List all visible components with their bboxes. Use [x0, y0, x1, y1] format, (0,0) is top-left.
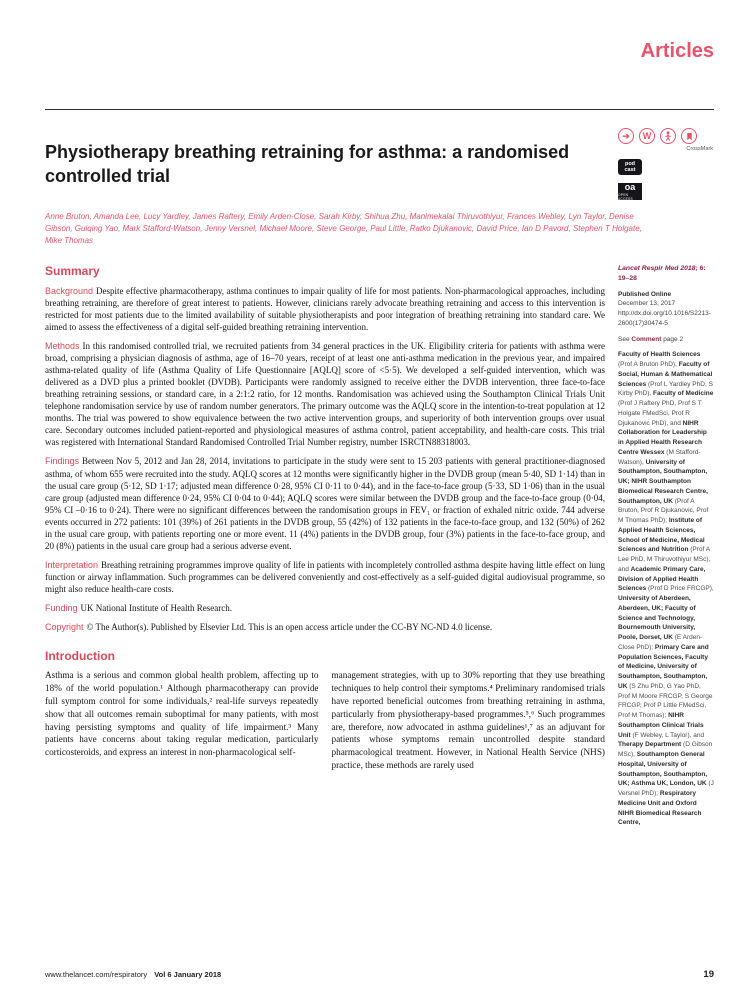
published-date: December 13, 2017	[618, 300, 676, 308]
summary-background-label: Background	[45, 285, 94, 296]
introduction-column-right: management strategies, with up to 30% reporting that they use breathing techniques to help control their symptoms.⁴ Preliminary randomised trials have reported beneficial outcomes from breathing retraining in asthma, particularly from physiotherapy-based programmes.⁵,⁶ Such programmes are, therefore, now advocated in asthma guidelines¹,⁷ as an adjuvant for patients whose symptoms remain uncontrolled despite standard pharmacological treatment. However, in National Health Service (NHS) practice, these methods are rarely used	[331, 670, 605, 771]
summary-funding-text: UK National Institute of Health Research.	[80, 602, 232, 613]
summary-funding	[45, 602, 605, 614]
summary-background-text: Despite effective pharmacotherapy, asthma continues to impair quality of life for most patients. Non-pharmacological approaches, including breathing retraining, are therefore of great interest to patients. However, clinicians rarely advocate breathing retraining and access to this intervention is restricted for most patients due to the limited availability of suitable physiotherapists and poor integration of breathing retraining into standard care. We aimed to assess the effectiveness of a digital self-guided breathing retraining intervention.	[45, 285, 605, 332]
open-access-label: oa	[624, 181, 636, 192]
summary-findings	[45, 455, 605, 551]
introduction-column-left: Asthma is a serious and common global health problem, affecting up to 18% of the world population.¹ Although pharmacotherapy can provide full symptom control for some individuals,² real-life surveys repeatedly show that all outcomes remain suboptimal for many patients, with most having persisting symptoms and quality of life impairment.³ Many patients have concerns about taking regular medication, particularly corticosteroids, and express an interest in non-pharmacological self-	[45, 670, 319, 758]
see-comment-link[interactable]: Comment	[631, 335, 662, 343]
margin-sidebar	[618, 264, 714, 828]
affiliations-block: Faculty of Health Sciences (Prof A Bruton PhD), Faculty of Social, Human & Mathematical Sciences (Prof L Yardley PhD, S Kirby PhD), Faculty of Medicine (Prof J Raftery PhD, Prof S T Holgate FMedSci, Prof R Djukanovic PhD), and NIHR Collaboration for Leadership in Applied Health Research Centre Wessex (M Stafford-Watson), University of Southampton, Southampton, UK; NIHR Southampton Biomedical Research Centre, Southampton, UK (Prof A Bruton, Prof R Djukanovic, Prof M Thomas PhD); Institute of Applied Health Sciences, School of Medicine, Medical Sciences and Nutrition (Prof A Lee PhD, M Thiruvothiyur MSc), and Academic Primary Care, Division of Applied Health Sciences (Prof D Price FRCGP), University of Aberdeen, Aberdeen, UK; Faculty of Science and Technology, Bournemouth University, Poole, Dorset, UK (E Arden-Close PhD); Primary Care and Population Sciences, Faculty of Medicine, University of Southampton, Southampton, UK (S Zhu PhD, G Yao PhD, Prof M Moore FRCGP, S George FRCGP, Prof P Little FMedSci, Prof M Thomas); NIHR Southampton Clinical Trials Unit (F Webley, L Taylor), and Therapy Department (D Gibson MSc), Southampton General Hospital, University of Southampton, Southampton, UK; Asthma UK, London, UK (J Versnel PhD); Respiratory Medicine Unit and Oxford NIHR Biomedical Research Centre,	[618, 351, 714, 827]
badge-icon-row	[618, 128, 697, 144]
section-kicker: Articles	[640, 40, 714, 62]
summary-funding-label: Funding	[45, 602, 78, 613]
introduction-columns	[45, 669, 605, 772]
citation-pages: 6: 19–28	[618, 264, 706, 282]
summary-interpretation-text: Breathing retraining programmes improve quality of life in patients with incompletely controlled asthma despite having little effect on lung function or airway inflammation. Such programmes can be delivered conveniently and cost-effectively as a self-guided digital audiovisual programme, so might also reduce health-care costs.	[45, 559, 605, 594]
footer-issue: Vol 6 January 2018	[154, 970, 222, 979]
page-footer	[45, 969, 714, 980]
open-access-sublabel: OPEN ACCESS	[618, 192, 633, 201]
summary-findings-text: Between Nov 5, 2012 and Jan 28, 2014, invitations to participate in the study were sent to 15 203 patients with general practitioner-diagnosed asthma, of whom 655 were recruited into the study. AQLQ scores at 12 months were significantly higher in the DVDB group (mean 5·40, SD 1·14) than in the usual care group (5·12, SD 1·17; adjusted mean difference 0·28, 95% CI 0·11 to 0·44), and in the face-to-face group (5·33, SD 1·06) than in the usual care group (adjusted mean difference 0·24, 95% CI 0·04 to 0·44); AQLQ scores were similar between the DVDB group and the face-to-face group (0·04, 95% CI –0·16 to 0·24). There were no significant differences between the randomisation groups in FEV₁ or fraction of exhaled nitric oxide. 744 adverse events occurred in 272 patients: 101 (39%) of 261 patients in the DVDB group, 55 (42%) of 132 patients in the face-to-face group, and 132 (50%) of 262 in the usual care group, with patients reporting one or more event. 11 (4%) patients in the DVDB group, four (3%) patients in the face-to-face group, and 20 (8%) patients in the usual care group had a serious adverse event.	[45, 456, 605, 551]
podcast-label-bottom: cast	[624, 167, 636, 173]
title-row	[45, 128, 714, 201]
summary-background	[45, 285, 605, 333]
person-figure-icon[interactable]	[660, 128, 676, 144]
footer-site: www.thelancet.com/respiratory	[45, 970, 148, 979]
author-list: Anne Bruton, Amanda Lee, Lucy Yardley, James Raftery, Emily Arden-Close, Sarah Kirby, Shihua Zhu, Manimekalai Thiruvothiyur, Frances Webley, Lyn Taylor, Denise Gibson, Guiqing Yao, Mark Stafford-Watson, Jenny Versnel, Michael Moore, Steve George, Paul Little, Ratko Djukanovic, David Price, Ian D Pavord, Stephen T Holgate, Mike Thomas	[45, 211, 642, 246]
see-comment-post: page 2	[663, 335, 684, 343]
doi-link[interactable]: http://dx.doi.org/10.1016/S2213-2600(17)30474-5	[618, 310, 711, 327]
badge-column	[610, 128, 714, 201]
summary-copyright	[45, 621, 605, 633]
article-title: Physiotherapy breathing retraining for asthma: a randomised controlled trial	[45, 142, 570, 187]
wellcome-w-icon[interactable]: W	[639, 128, 655, 144]
footer-left	[45, 970, 221, 979]
open-access-badge[interactable]	[618, 183, 642, 200]
header-rule	[45, 109, 714, 110]
citation	[618, 264, 714, 284]
see-comment-pre: See	[618, 335, 630, 343]
published-online-block	[618, 290, 714, 329]
article-body	[45, 264, 605, 828]
summary-copyright-label: Copyright	[45, 622, 84, 633]
main-area	[45, 264, 714, 828]
summary-findings-label: Findings	[45, 456, 80, 467]
summary-methods-text: In this randomised controlled trial, we recruited patients from 34 general practices in the UK. Eligibility criteria for patients with asthma were broad, comprising a physician diagnosis of asthma, age of 16–70 years, receipt of at least one anti-asthma medication in the previous year, and impaired asthma-related quality of life (Asthma Quality of Life Questionnaire [AQLQ] score of <5·5). We developed a self-guided intervention, which was delivered as a DVD plus a printed booklet (DVDB). Participants were randomly assigned to receive either the DVDB intervention, three face-to-face breathing retraining sessions, or standard care, in a 2:1:2 ratio, for 12 months. Randomisation was achieved using the Southampton Clinical Trials Unit telephone randomisation service by use of random number generators. The primary outcome was the AQLQ score in the intention-to-treat population at 12 months. The trial was powered to show equivalence between the two active intervention groups, and superiority of both intervention groups over usual care. Secondary outcomes included patient-reported and physiological measures of asthma control, patient acceptability, and health-care costs. This trial was registered with International Standard Randomised Controlled Trial Number registry, number ISRCTN88318003.	[45, 341, 605, 448]
summary-methods	[45, 340, 605, 448]
crossmark-label: CrossMark	[686, 146, 713, 152]
citation-journal: Lancet Respir Med 2018;	[618, 264, 698, 272]
summary-interpretation-label: Interpretation	[45, 559, 99, 570]
podcast-badge[interactable]	[618, 159, 642, 175]
summary-interpretation	[45, 559, 605, 595]
page-number: 19	[703, 969, 714, 980]
podcast-label-top: pod	[624, 160, 636, 167]
summary-methods-label: Methods	[45, 341, 80, 352]
summary-heading: Summary	[45, 263, 100, 278]
introduction-heading: Introduction	[45, 649, 115, 664]
crossmark-icon[interactable]	[681, 128, 697, 144]
online-first-arrow-icon[interactable]: ➔	[618, 128, 634, 144]
see-comment-line	[618, 335, 714, 345]
published-online-label: Published Online	[618, 290, 672, 298]
summary-copyright-text: © The Author(s). Published by Elsevier Ltd. This is an open access article under the CC-BY NC-ND 4.0 license.	[86, 622, 493, 633]
